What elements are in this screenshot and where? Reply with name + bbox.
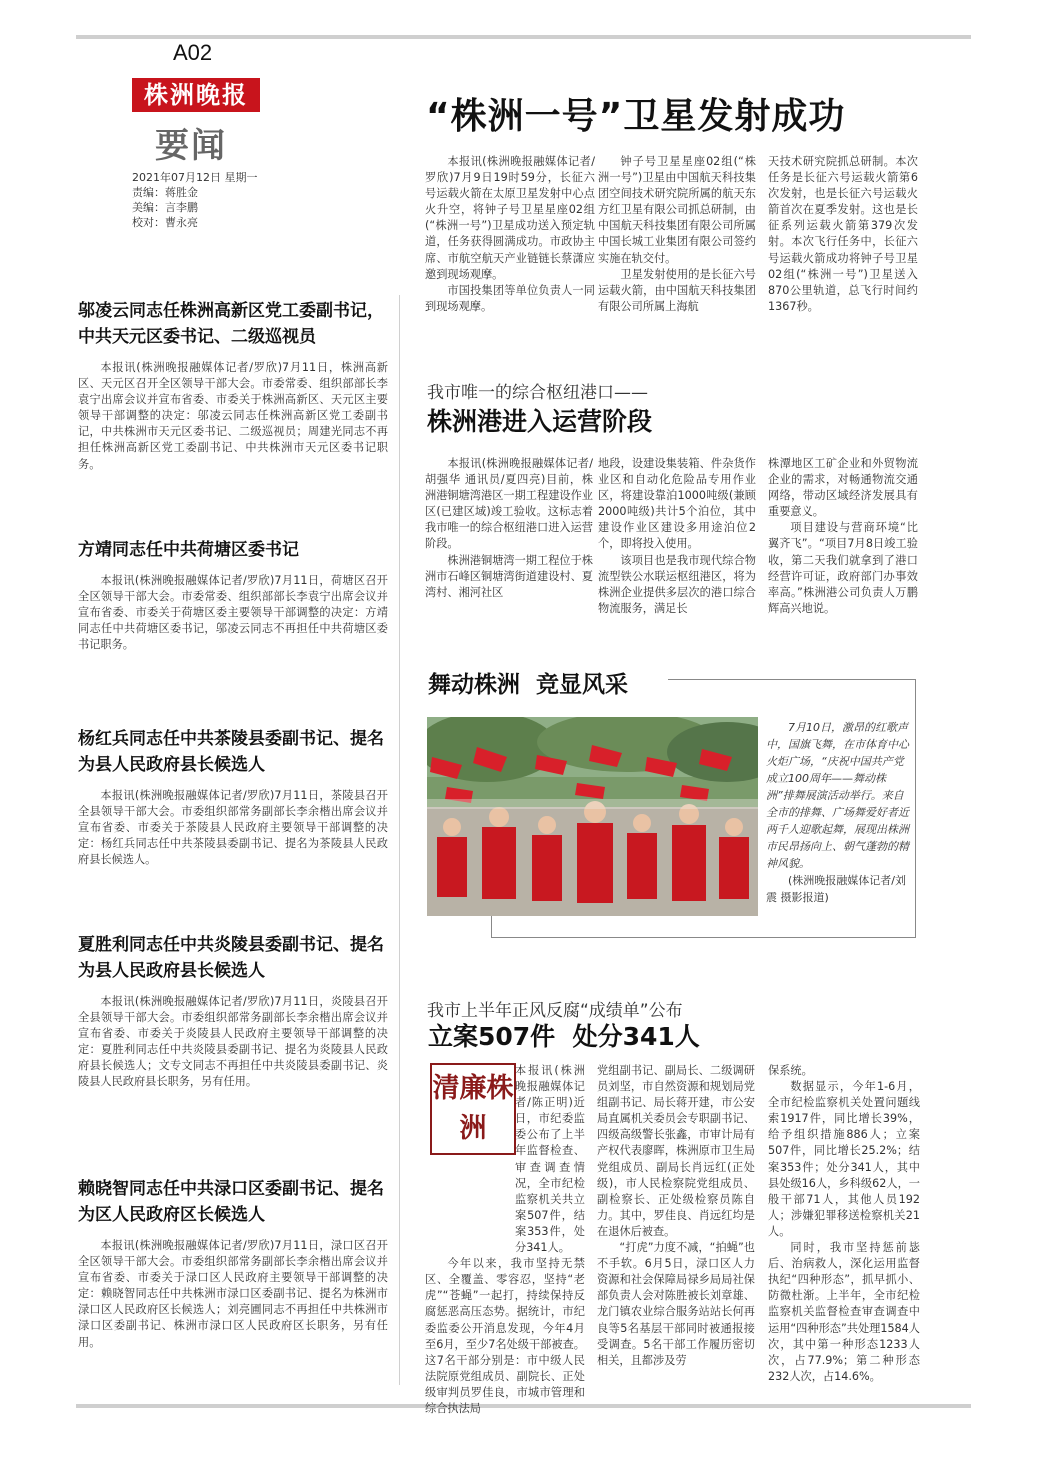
lead-paragraph: 卫星发射使用的是长征六号运载火箭，由中国航天科技集团有限公司所属上海航 xyxy=(598,267,756,313)
lead-column-1 xyxy=(425,154,595,315)
section-title: 要闻 xyxy=(155,126,227,166)
appointment-notice xyxy=(78,298,388,473)
dance-frame-bottom xyxy=(491,937,916,938)
anticorruption-headline: 立案507件 处分341人 xyxy=(428,1022,700,1051)
port-paragraph: 株洲港铜塘湾一期工程位于株洲市石峰区铜塘湾街道建设村、夏湾村、湘河社区 xyxy=(425,553,593,599)
anticorruption-paragraph: 数据显示，今年1-6月，全市纪检监察机关处置问题线索1917件，同比增长39%，给予组织措施886人；立案507件，同比增长25.2%；结案353件；处分341人，其中县处级16人，乡科级62人，一般干部71人，其他人员192人；涉嫌犯罪移送检察机关21人。 xyxy=(768,1080,920,1238)
appointment-notice xyxy=(78,726,388,868)
appointment-body: 本报讯(株洲晚报融媒体记者/罗欣)7月11日，渌口区召开全区领导干部大会。市委组织部常务副部长李余楷出席会议并宣布省委、市委关于渌口区人民政府主要领导干部调整的决定：赖晓智同志任中共株洲市渌口区委副书记、提名为株洲市渌口区人民政府区长候选人；刘亮圃同志不再担任中共株洲市渌口区委副书记、株洲市渌口区人民政府区长职务，另有任用。 xyxy=(78,1239,388,1349)
dance-caption: 7月10日，激昂的红歌声中，国旗飞舞，在市体育中心火炬广场，“庆祝中国共产党成立100周年——舞动株洲”排舞展演活动举行。来自全市的排舞、广场舞爱好者近两千人迎歌起舞，展现出株洲市民昂扬向上、朝气蓬勃的精神风貌。 xyxy=(766,721,909,870)
dance-credit: (株洲晚报融媒体记者/刘震 摄影报道) xyxy=(766,874,906,904)
anticorruption-kicker: 我市上半年正风反腐“成绩单”公布 xyxy=(427,1001,683,1021)
appointment-title: 方靖同志任中共荷塘区委书记 xyxy=(78,540,299,560)
anticorruption-column-2 xyxy=(597,1063,755,1369)
appointment-title: 赖晓智同志任中共渌口区委副书记、提名为区人民政府区长候选人 xyxy=(78,1179,384,1225)
appointment-notice xyxy=(78,537,388,653)
designer-credit: 美编：言李鹏 xyxy=(132,201,198,214)
lead-paragraph: 钟子号卫星星座02组(“株洲一号”)卫星由中国航天科技集团空间技术研究院所属的航天东方红卫星有限公司抓总研制，由中国航天科技集团有限公司所属中国长城工业集团有限公司签约实施在轨交付。 xyxy=(598,155,756,265)
port-column-2 xyxy=(598,456,756,617)
appointment-title: 夏胜利同志任中共炎陵县委副书记、提名为县人民政府县长候选人 xyxy=(78,935,384,981)
dance-photo xyxy=(427,717,758,916)
dance-headline: 舞动株洲 竞显风采 xyxy=(428,672,629,698)
issue-date: 2021年07月12日 星期一 xyxy=(132,171,258,184)
port-paragraph: 项目建设与营商环境“比翼齐飞”。“项目7月8日竣工验收，第二天我们就拿到了港口经营许可证，政府部门办事效率高。”株洲港公司负责人万鹏辉高兴地说。 xyxy=(768,521,918,615)
lead-column-2 xyxy=(598,154,756,315)
anticorruption-column-3 xyxy=(768,1063,920,1385)
issue-meta xyxy=(132,170,258,230)
anticorruption-paragraph: 保系统。 xyxy=(768,1064,813,1077)
appointment-body: 本报讯(株洲晚报融媒体记者/罗欣)7月11日，荷塘区召开全区领导干部大会。市委常委、组织部部长李袁宁出席会议并宣布省委、市委关于荷塘区委主要领导干部调整的决定：方靖同志任中共荷塘区委书记，邬凌云同志不再担任中共荷塘区委书记职务。 xyxy=(78,574,388,652)
appointment-body: 本报讯(株洲晚报融媒体记者/罗欣)7月11日，株洲高新区、天元区召开全区领导干部大会。市委常委、组织部部长李袁宁出席会议并宣布省委、市委关于株洲高新区、天元区主要领导干部调整的决定：邬凌云同志任株洲高新区党工委副书记，中共株洲市天元区委书记、二级巡视员；周建光同志不再担任株洲高新区党工委副书记、中共株洲市天元区委书记职务。 xyxy=(78,361,388,471)
top-rule xyxy=(76,35,971,39)
anticorruption-paragraph: 同时，我市坚持惩前毖后、治病救人，深化运用监督执纪“四种形态”，抓早抓小、防微杜渐。上半年，全市纪检监察机关监督检查审查调查中运用“四种形态”共处理1584人次，其中第一种形态1233人次，占77.9%；第二种形态232人次，占14.6%。 xyxy=(768,1241,920,1383)
port-column-3 xyxy=(768,456,918,617)
anticorruption-paragraph: 本报讯(株洲晚报融媒体记者/陈正明)近日，市纪委监委公布了上半年监督检查、审查调查情况，全市纪检监察机关共立案507件，结案353件，处分341人。 xyxy=(515,1064,585,1255)
newspaper-logo: 株洲晚报 xyxy=(132,78,260,112)
appointment-body: 本报讯(株洲晚报融媒体记者/罗欣)7月11日，炎陵县召开全县领导干部大会。市委组织部常务副部长李余楷出席会议并宣布省委、市委关于炎陵县人民政府主要领导干部调整的决定：夏胜利同志任中共炎陵县委副书记、提名为炎陵县人民政府县长候选人；文专文同志不再担任中共炎陵县委副书记、炎陵县人民政府县长职务，另有任用。 xyxy=(78,995,388,1089)
page-number: A02 xyxy=(173,40,213,65)
appointment-body: 本报讯(株洲晚报融媒体记者/罗欣)7月11日，茶陵县召开全县领导干部大会。市委组织部常务副部长李余楷出席会议并宣布省委、市委关于茶陵县人民政府主要领导干部调整的决定：杨红兵同志任中共茶陵县委副书记、提名为茶陵县人民政府县长候选人。 xyxy=(78,789,388,867)
appointment-notice xyxy=(78,932,388,1091)
port-paragraph: 地段，设建设集装箱、件杂货作业区和自动化危险品专用作业区，将建设靠泊1000吨级(兼顾2000吨级)共计5个泊位，其中建设作业区建设多用途泊位2个，即将投入使用。 xyxy=(598,457,756,551)
appointment-title: 邬凌云同志任株洲高新区党工委副书记，中共天元区委书记、二级巡视员 xyxy=(78,301,384,347)
anticorruption-paragraph: 党组副书记、副局长、二级调研员刘坚，市自然资源和规划局党组副书记、局长蒋开建，市公安局直属机关委员会专职副书记、四级高级警长张鑫，市审计局有产权代表廖晖，株洲原市卫生局党组成员、副局长肖远红(正处级)，市人民检察院党组成员、副检察长、正处级检察员陈自力。其中，罗佳良、肖远红均是在退休后被查。 xyxy=(597,1064,755,1238)
dance-frame-left xyxy=(491,916,492,937)
column-divider xyxy=(399,295,400,1385)
lead-headline: “株洲一号”卫星发射成功 xyxy=(426,96,846,137)
anticorruption-column-1 xyxy=(425,1063,585,1417)
dance-frame-right xyxy=(915,679,916,937)
appointment-notice xyxy=(78,1176,388,1351)
appointment-title: 杨红兵同志任中共茶陵县委副书记、提名为县人民政府县长候选人 xyxy=(78,729,384,775)
dance-frame-line xyxy=(668,679,916,680)
stamp-text: 清廉株洲 xyxy=(432,1073,514,1144)
proofreader-credit: 校对：曹永亮 xyxy=(132,216,198,229)
lead-paragraph: 本报讯(株洲晚报融媒体记者/罗欣)7月9日19时59分，长征六号运载火箭在太原卫星发射中心点火升空，将钟子号卫星星座02组(“株洲一号”)卫星成功送入预定轨道，任务获得圆满成功。市政协主席、市航空航天产业链链长蔡潇应邀到现场观摩。 xyxy=(425,155,595,281)
lead-paragraph: 市国投集团等单位负责人一同到现场观摩。 xyxy=(425,283,595,313)
editor-credit: 责编：蒋胜金 xyxy=(132,186,198,199)
lead-column-3 xyxy=(768,154,918,315)
anticorruption-paragraph: 今年以来，我市坚持无禁区、全覆盖、零容忍，坚持“老虎”“苍蝇”一起打，持续保持反腐惩恶高压态势。据统计，市纪委监委公开消息发现，今年4月至6月，至少7名处级干部被查。这7名干部分别是：市中级人民法院原党组成员、副院长、正处级审判员罗佳良，市城市管理和综合执法局 xyxy=(425,1257,585,1415)
port-paragraph: 株潭地区工矿企业和外贸物流企业的需求，对畅通物流交通网络，带动区域经济发展具有重要意义。 xyxy=(768,457,918,519)
dance-photo-illustration xyxy=(427,717,758,916)
lead-paragraph: 天技术研究院抓总研制。本次任务是长征六号运载火箭第6次发射，也是长征六号运载火箭首次在夏季发射。这也是长征系列运载火箭第379次发射。本次飞行任务中，长征六号运载火箭成功将钟子号卫星02组(“株洲一号”)卫星送入870公里轨道，总飞行时间约1367秒。 xyxy=(768,155,918,313)
port-headline: 株洲港进入运营阶段 xyxy=(427,407,653,436)
port-column-1 xyxy=(425,456,593,601)
port-paragraph: 本报讯(株洲晚报融媒体记者/胡强华 通讯员/夏四亮)目前，株洲港铜塘湾港区一期工程建设作业区(已建区域)竣工验收。这标志着我市唯一的综合枢纽港口进入运营阶段。 xyxy=(425,457,593,551)
anticorruption-paragraph: “打虎”力度不减，“拍蝇”也不手软。6月5日，渌口区人力资源和社会保障局禄乡局局社保部负责人会对陈胜被长刘章雄、龙门镇农业综合服务站站长何再良等5名基层干部同时被通报接受调查。5名干部工作履历密切相关，且都涉及劳 xyxy=(597,1241,755,1367)
dance-caption-box xyxy=(766,719,910,906)
port-kicker: 我市唯一的综合枢纽港口—— xyxy=(427,383,648,403)
port-paragraph: 该项目也是我市现代综合物流型铁公水联运枢纽港区，将为株洲企业提供多层次的港口综合物流服务，满足长 xyxy=(598,553,756,615)
